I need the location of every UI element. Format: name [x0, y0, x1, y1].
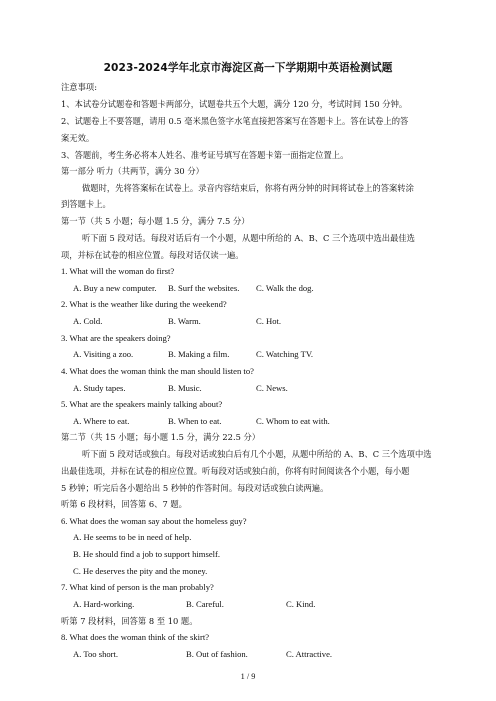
question-text: 1. What will the woman do first? — [61, 266, 175, 276]
option-c: C. Attractive. — [286, 649, 333, 659]
question-text: 6. What does the woman say about the homeless guy? — [61, 516, 247, 526]
section1-heading: 第一节（共 5 小题；每小题 1.5 分，满分 7.5 分） — [61, 216, 250, 226]
part1-intro: 到答题卡上。 — [61, 199, 111, 209]
section1-intro: 项，并标在试卷的相应位置。每段对话仅读一遍。 — [61, 250, 244, 260]
option-a: A. Study tapes. — [73, 383, 126, 393]
notice-item: 案无效。 — [61, 133, 95, 143]
option-c: C. News. — [256, 383, 288, 393]
question-text: 8. What does the woman think of the skirt? — [61, 632, 210, 642]
option-a: A. He seems to be in need of help. — [73, 532, 192, 542]
section2-intro: 出最佳选项，并标在试卷的相应位置。听每段对话或独白前，你将有时间阅读各个小题，每小题 — [61, 466, 410, 476]
option-b: B. Music. — [168, 383, 202, 393]
option-b: B. Warm. — [168, 316, 201, 326]
option-a: A. Too short. — [73, 649, 119, 659]
option-c: C. Hot. — [256, 316, 282, 326]
question-text: 2. What is the weather like during the weekend? — [61, 299, 227, 309]
option-a: A. Where to eat. — [73, 416, 130, 426]
question-text: 4. What does the woman think the man should listen to? — [61, 366, 254, 376]
page-number: 1 / 9 — [240, 672, 256, 681]
option-c: C. Kind. — [286, 599, 316, 609]
option-a: A. Hard-working. — [73, 599, 135, 609]
option-a: A. Buy a new computer. — [73, 283, 157, 293]
notice-item: 1、本试卷分试题卷和答题卡两部分，试题卷共五个大题，满分 120 分，考试时间 150 分钟。 — [61, 99, 408, 109]
option-c: C. Watching TV. — [256, 349, 314, 359]
part1-intro: 做题时，先将答案标在试卷上。录音内容结束后，你将有两分钟的时间将试卷上的答案转涂 — [82, 183, 414, 193]
question-text: 3. What are the speakers doing? — [61, 333, 171, 343]
option-b: B. He should find a job to support himself. — [73, 549, 221, 559]
option-b: B. Out of fashion. — [186, 649, 248, 659]
material-instruction: 听第 6 段材料，回答第 6、7 题。 — [61, 499, 187, 509]
option-b: B. Making a film. — [168, 349, 230, 359]
option-b: B. When to eat. — [168, 416, 222, 426]
material-instruction: 听第 7 段材料，回答第 8 至 10 题。 — [61, 616, 198, 626]
option-b: B. Surf the websites. — [168, 283, 240, 293]
notice-item: 3、答题前，考生务必将本人姓名、准考证号填写在答题卡第一面指定位置上。 — [61, 150, 349, 160]
exam-title: 2023-2024学年北京市海淀区高一下学期期中英语检测试题 — [103, 62, 393, 74]
option-c: C. Whom to eat with. — [256, 416, 330, 426]
question-text: 5. What are the speakers mainly talking about? — [61, 399, 223, 409]
section1-intro: 听下面 5 段对话。每段对话后有一个小题，从题中所给的 A、B、C 三个选项中选出最佳选 — [82, 233, 415, 243]
part1-heading: 第一部分 听力（共两节，满分 30 分） — [61, 166, 204, 176]
option-a: A. Visiting a zoo. — [73, 349, 134, 359]
notice-item: 2、试题卷上不要答题，请用 0.5 毫米黑色签字水笔直接把答案写在答题卡上。答在试卷上的答 — [61, 116, 409, 126]
option-a: A. Cold. — [73, 316, 103, 326]
notice-heading: 注意事项: — [61, 82, 97, 92]
question-text: 7. What kind of person is the man probably? — [61, 582, 214, 592]
option-c: C. He deserves the pity and the money. — [73, 566, 208, 576]
section2-intro: 听下面 5 段对话或独白。每段对话或独白后有几个小题，从题中所给的 A、B、C 三个选项中选 — [82, 449, 432, 459]
section2-heading: 第二节（共 15 小题；每小题 1.5 分，满分 22.5 分） — [61, 432, 261, 442]
section2-intro: 5 秒钟；听完后各小题给出 5 秒钟的作答时间。每段对话或独白读两遍。 — [61, 483, 329, 493]
option-c: C. Walk the dog. — [256, 283, 314, 293]
option-b: B. Careful. — [186, 599, 224, 609]
